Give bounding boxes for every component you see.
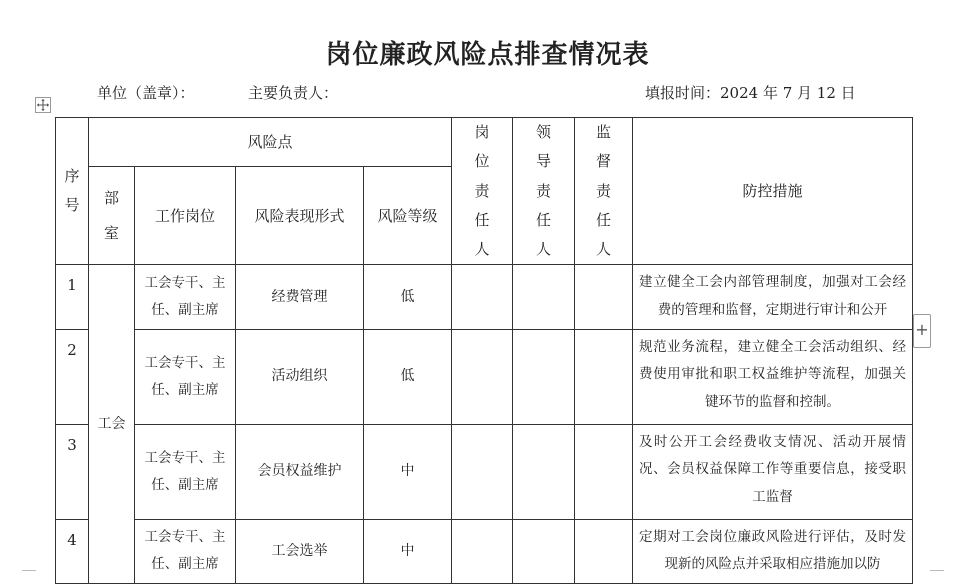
row-supervisor[interactable]: [575, 265, 633, 329]
table-row: [56, 424, 913, 519]
row-seq: 1: [56, 265, 89, 329]
row-supervisor[interactable]: [575, 519, 633, 583]
row-seq: 2: [56, 329, 89, 424]
row-leader[interactable]: [513, 265, 575, 329]
row-measures: 建立健全工会内部管理制度，加强对工会经费的管理和监督，定期进行审计和公开: [633, 265, 913, 329]
header-seq: 序号: [56, 118, 89, 265]
document-title: 岗位廉政风险点排查情况表: [325, 40, 650, 70]
row-level: 低: [364, 265, 452, 329]
dept-cell: 工会: [89, 265, 135, 584]
row-form: 工会选举: [236, 519, 364, 583]
header-leader: 领导责任人: [513, 118, 575, 265]
row-post-owner[interactable]: [452, 265, 513, 329]
header-level: 风险等级: [364, 167, 452, 265]
unit-label: 单位（盖章）：: [97, 84, 195, 102]
row-leader[interactable]: [513, 329, 575, 424]
row-form: 活动组织: [236, 329, 364, 424]
header-measures: 防控措施: [633, 118, 913, 265]
header-form: 风险表现形式: [236, 167, 364, 265]
table-move-icon[interactable]: [35, 97, 51, 113]
table-row: [56, 519, 913, 583]
page-corner-mark-right: [930, 570, 944, 576]
row-level: 中: [364, 424, 452, 519]
row-leader[interactable]: [513, 424, 575, 519]
owner-label: 主要负责人：: [248, 84, 339, 102]
row-position: 工会专干、主任、副主席: [135, 265, 236, 329]
row-post-owner[interactable]: [452, 424, 513, 519]
row-supervisor[interactable]: [575, 329, 633, 424]
row-seq: 4: [56, 519, 89, 583]
row-measures: 及时公开工会经费收支情况、活动开展情况、会员权益保障工作等重要信息，接受职工监督: [633, 424, 913, 519]
page-corner-mark-left: [22, 570, 36, 576]
row-position: 工会专干、主任、副主席: [135, 424, 236, 519]
row-supervisor[interactable]: [575, 424, 633, 519]
row-measures: 规范业务流程，建立健全工会活动组织、经费使用审批和职工权益维护等流程，加强关键环节的监督和控制。: [633, 329, 913, 424]
row-measures: 定期对工会岗位廉政风险进行评估，及时发现新的风险点并采取相应措施加以防: [633, 519, 913, 583]
header-post-owner: 岗位责任人: [452, 118, 513, 265]
add-row-icon[interactable]: +: [913, 314, 931, 348]
table-row: [56, 329, 913, 424]
row-level: 中: [364, 519, 452, 583]
row-level: 低: [364, 329, 452, 424]
header-position: 工作岗位: [135, 167, 236, 265]
row-form: 经费管理: [236, 265, 364, 329]
table-row: [56, 265, 913, 329]
row-form: 会员权益维护: [236, 424, 364, 519]
header-dept: 部室: [89, 167, 135, 265]
header-supervisor: 监督责任人: [575, 118, 633, 265]
header-risk-point: 风险点: [89, 118, 452, 167]
row-post-owner[interactable]: [452, 329, 513, 424]
row-leader[interactable]: [513, 519, 575, 583]
row-seq: 3: [56, 424, 89, 519]
row-position: 工会专干、主任、副主席: [135, 329, 236, 424]
row-post-owner[interactable]: [452, 519, 513, 583]
row-position: 工会专干、主任、副主席: [135, 519, 236, 583]
risk-table: [55, 117, 913, 584]
report-date: 填报时间：2024 年 7 月 12 日: [645, 84, 856, 102]
